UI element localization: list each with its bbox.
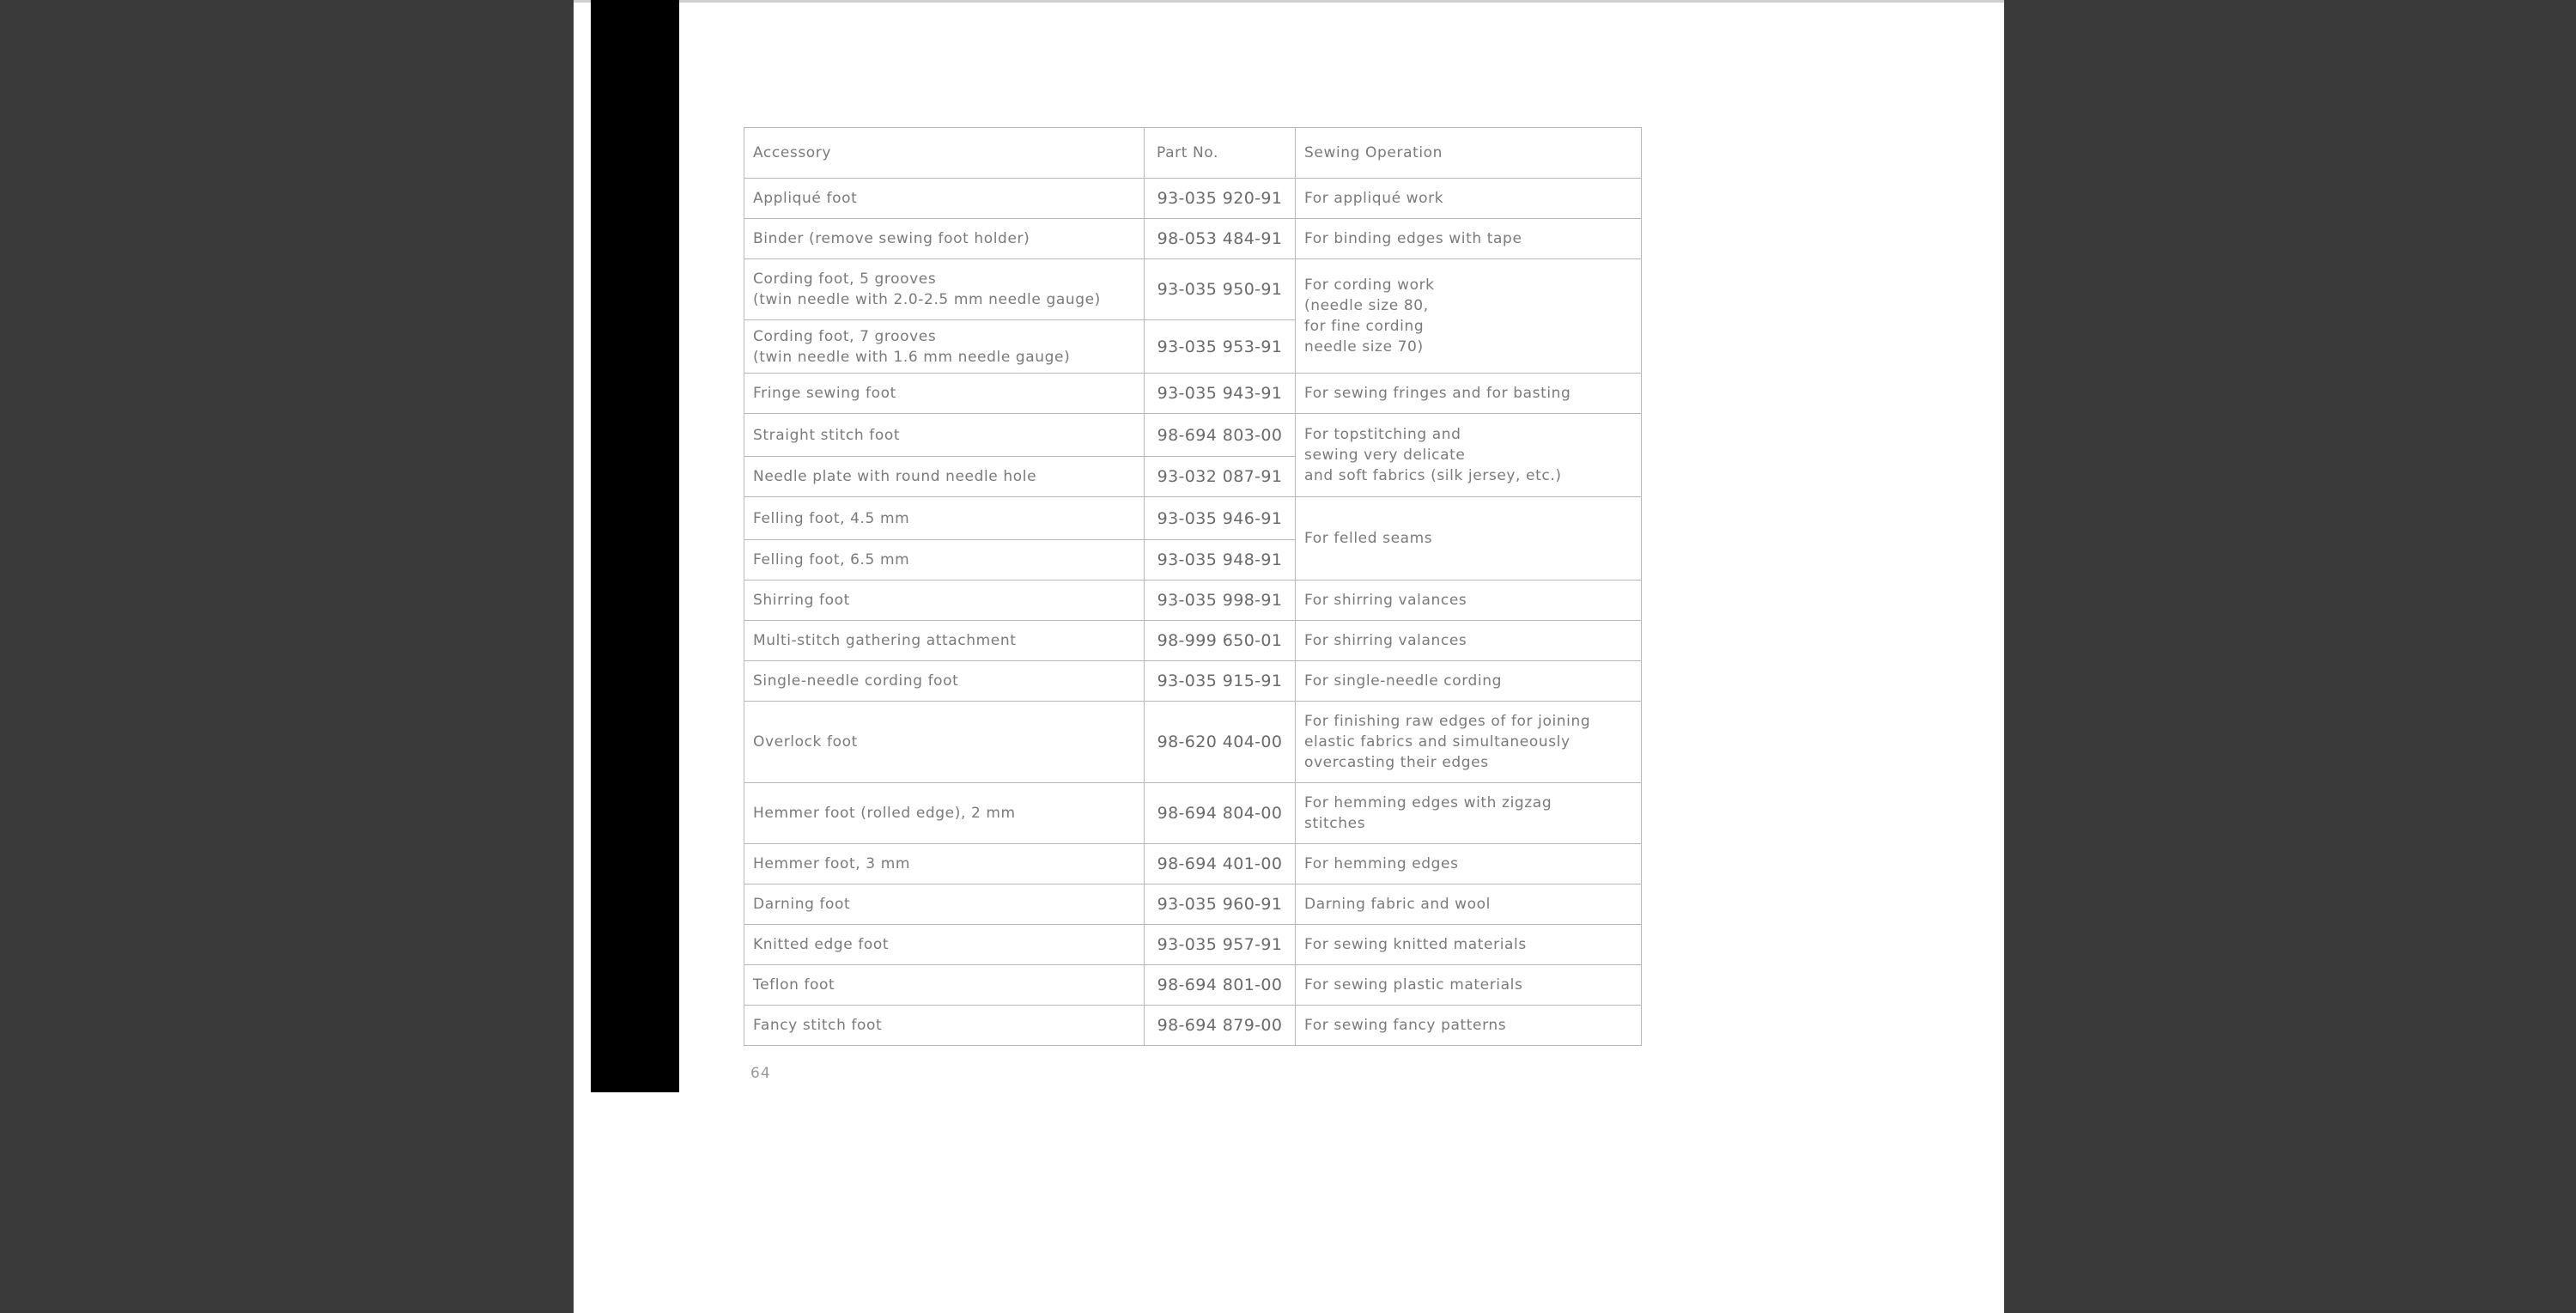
- accessory-table-container: [744, 127, 1641, 1046]
- accessory-cell: Fringe sewing foot: [744, 374, 1145, 414]
- accessory-cell: Binder (remove sewing foot holder): [744, 219, 1145, 259]
- operation-cell: For sewing plastic materials: [1296, 965, 1642, 1006]
- table-row: [744, 414, 1642, 457]
- operation-cell: For appliqué work: [1296, 179, 1642, 219]
- part-no-cell: 93-035 957-91: [1145, 925, 1296, 965]
- part-no-cell: 98-694 879-00: [1145, 1006, 1296, 1046]
- operation-cell: [1296, 414, 1642, 497]
- part-no-cell: 93-035 915-91: [1145, 661, 1296, 702]
- table-row: [744, 581, 1642, 621]
- operation-line: For topstitching and: [1304, 426, 1461, 443]
- document-page: [574, 0, 2004, 1313]
- table-row: [744, 259, 1642, 320]
- operation-cell: For binding edges with tape: [1296, 219, 1642, 259]
- part-no-cell: 93-035 960-91: [1145, 884, 1296, 925]
- scan-edge: [574, 0, 2004, 3]
- table-row: [744, 884, 1642, 925]
- table-row: [744, 965, 1642, 1006]
- part-no-cell: 98-694 401-00: [1145, 844, 1296, 884]
- part-no-cell: 98-694 804-00: [1145, 783, 1296, 844]
- part-no-cell: 98-999 650-01: [1145, 621, 1296, 661]
- part-no-cell: 93-035 946-91: [1145, 497, 1296, 540]
- operation-cell: [1296, 783, 1642, 844]
- table-row: [744, 621, 1642, 661]
- operation-line: For cording work: [1304, 277, 1435, 294]
- accessory-cell: Straight stitch foot: [744, 414, 1145, 457]
- accessory-cell: [744, 320, 1145, 374]
- accessory-cell: Teflon foot: [744, 965, 1145, 1006]
- scan-shadow-bar: [591, 0, 679, 1092]
- accessory-cell: Fancy stitch foot: [744, 1006, 1145, 1046]
- operation-line: sewing very delicate: [1304, 447, 1466, 464]
- accessory-line: (twin needle with 2.0-2.5 mm needle gauge): [753, 291, 1101, 308]
- operation-line: needle size 70): [1304, 338, 1424, 356]
- accessory-cell: Hemmer foot, 3 mm: [744, 844, 1145, 884]
- table-row: [744, 374, 1642, 414]
- operation-cell: [1296, 702, 1642, 783]
- accessory-cell: Hemmer foot (rolled edge), 2 mm: [744, 783, 1145, 844]
- table-row: [744, 661, 1642, 702]
- operation-line: (needle size 80,: [1304, 297, 1429, 314]
- accessory-cell: Appliqué foot: [744, 179, 1145, 219]
- operation-cell: For hemming edges: [1296, 844, 1642, 884]
- header-sewing-operation: Sewing Operation: [1296, 128, 1642, 179]
- accessory-cell: [744, 259, 1145, 320]
- part-no-cell: 93-032 087-91: [1145, 457, 1296, 497]
- table-header-row: [744, 128, 1642, 179]
- operation-cell: For felled seams: [1296, 497, 1642, 581]
- table-row: [744, 497, 1642, 540]
- operation-line: For finishing raw edges of for joining: [1304, 713, 1591, 730]
- header-accessory: Accessory: [744, 128, 1145, 179]
- table-row: [744, 179, 1642, 219]
- operation-cell: For sewing fringes and for basting: [1296, 374, 1642, 414]
- part-no-cell: 93-035 948-91: [1145, 540, 1296, 581]
- table-row: [744, 219, 1642, 259]
- accessory-cell: Multi-stitch gathering attachment: [744, 621, 1145, 661]
- operation-cell: [1296, 259, 1642, 374]
- operation-line: elastic fabrics and simultaneously: [1304, 733, 1571, 751]
- operation-line: for fine cording: [1304, 318, 1425, 335]
- accessory-line: Cording foot, 5 grooves: [753, 271, 937, 288]
- accessory-cell: Knitted edge foot: [744, 925, 1145, 965]
- part-no-cell: 93-035 943-91: [1145, 374, 1296, 414]
- accessory-cell: Overlock foot: [744, 702, 1145, 783]
- operation-cell: For shirring valances: [1296, 621, 1642, 661]
- page-number: 64: [750, 1065, 771, 1082]
- operation-cell: For shirring valances: [1296, 581, 1642, 621]
- operation-line: For hemming edges with zigzag: [1304, 794, 1552, 812]
- operation-cell: For single-needle cording: [1296, 661, 1642, 702]
- operation-line: overcasting their edges: [1304, 754, 1489, 771]
- accessory-cell: Single-needle cording foot: [744, 661, 1145, 702]
- accessory-cell: Shirring foot: [744, 581, 1145, 621]
- part-no-cell: 93-035 950-91: [1145, 259, 1296, 320]
- accessory-line: (twin needle with 1.6 mm needle gauge): [753, 348, 1071, 366]
- accessory-cell: Felling foot, 6.5 mm: [744, 540, 1145, 581]
- accessory-cell: Needle plate with round needle hole: [744, 457, 1145, 497]
- operation-cell: Darning fabric and wool: [1296, 884, 1642, 925]
- part-no-cell: 93-035 953-91: [1145, 320, 1296, 374]
- header-part-no: Part No.: [1145, 128, 1296, 179]
- accessory-cell: Felling foot, 4.5 mm: [744, 497, 1145, 540]
- table-row: [744, 925, 1642, 965]
- table-row: [744, 844, 1642, 884]
- part-no-cell: 93-035 920-91: [1145, 179, 1296, 219]
- part-no-cell: 98-694 801-00: [1145, 965, 1296, 1006]
- part-no-cell: 98-694 803-00: [1145, 414, 1296, 457]
- table-row: [744, 1006, 1642, 1046]
- operation-line: stitches: [1304, 815, 1366, 832]
- accessory-line: Cording foot, 7 grooves: [753, 327, 937, 345]
- accessory-table: [744, 127, 1642, 1046]
- table-row: [744, 702, 1642, 783]
- part-no-cell: 93-035 998-91: [1145, 581, 1296, 621]
- operation-cell: For sewing fancy patterns: [1296, 1006, 1642, 1046]
- operation-line: and soft fabrics (silk jersey, etc.): [1304, 467, 1562, 484]
- accessory-cell: Darning foot: [744, 884, 1145, 925]
- part-no-cell: 98-053 484-91: [1145, 219, 1296, 259]
- part-no-cell: 98-620 404-00: [1145, 702, 1296, 783]
- operation-cell: For sewing knitted materials: [1296, 925, 1642, 965]
- table-row: [744, 783, 1642, 844]
